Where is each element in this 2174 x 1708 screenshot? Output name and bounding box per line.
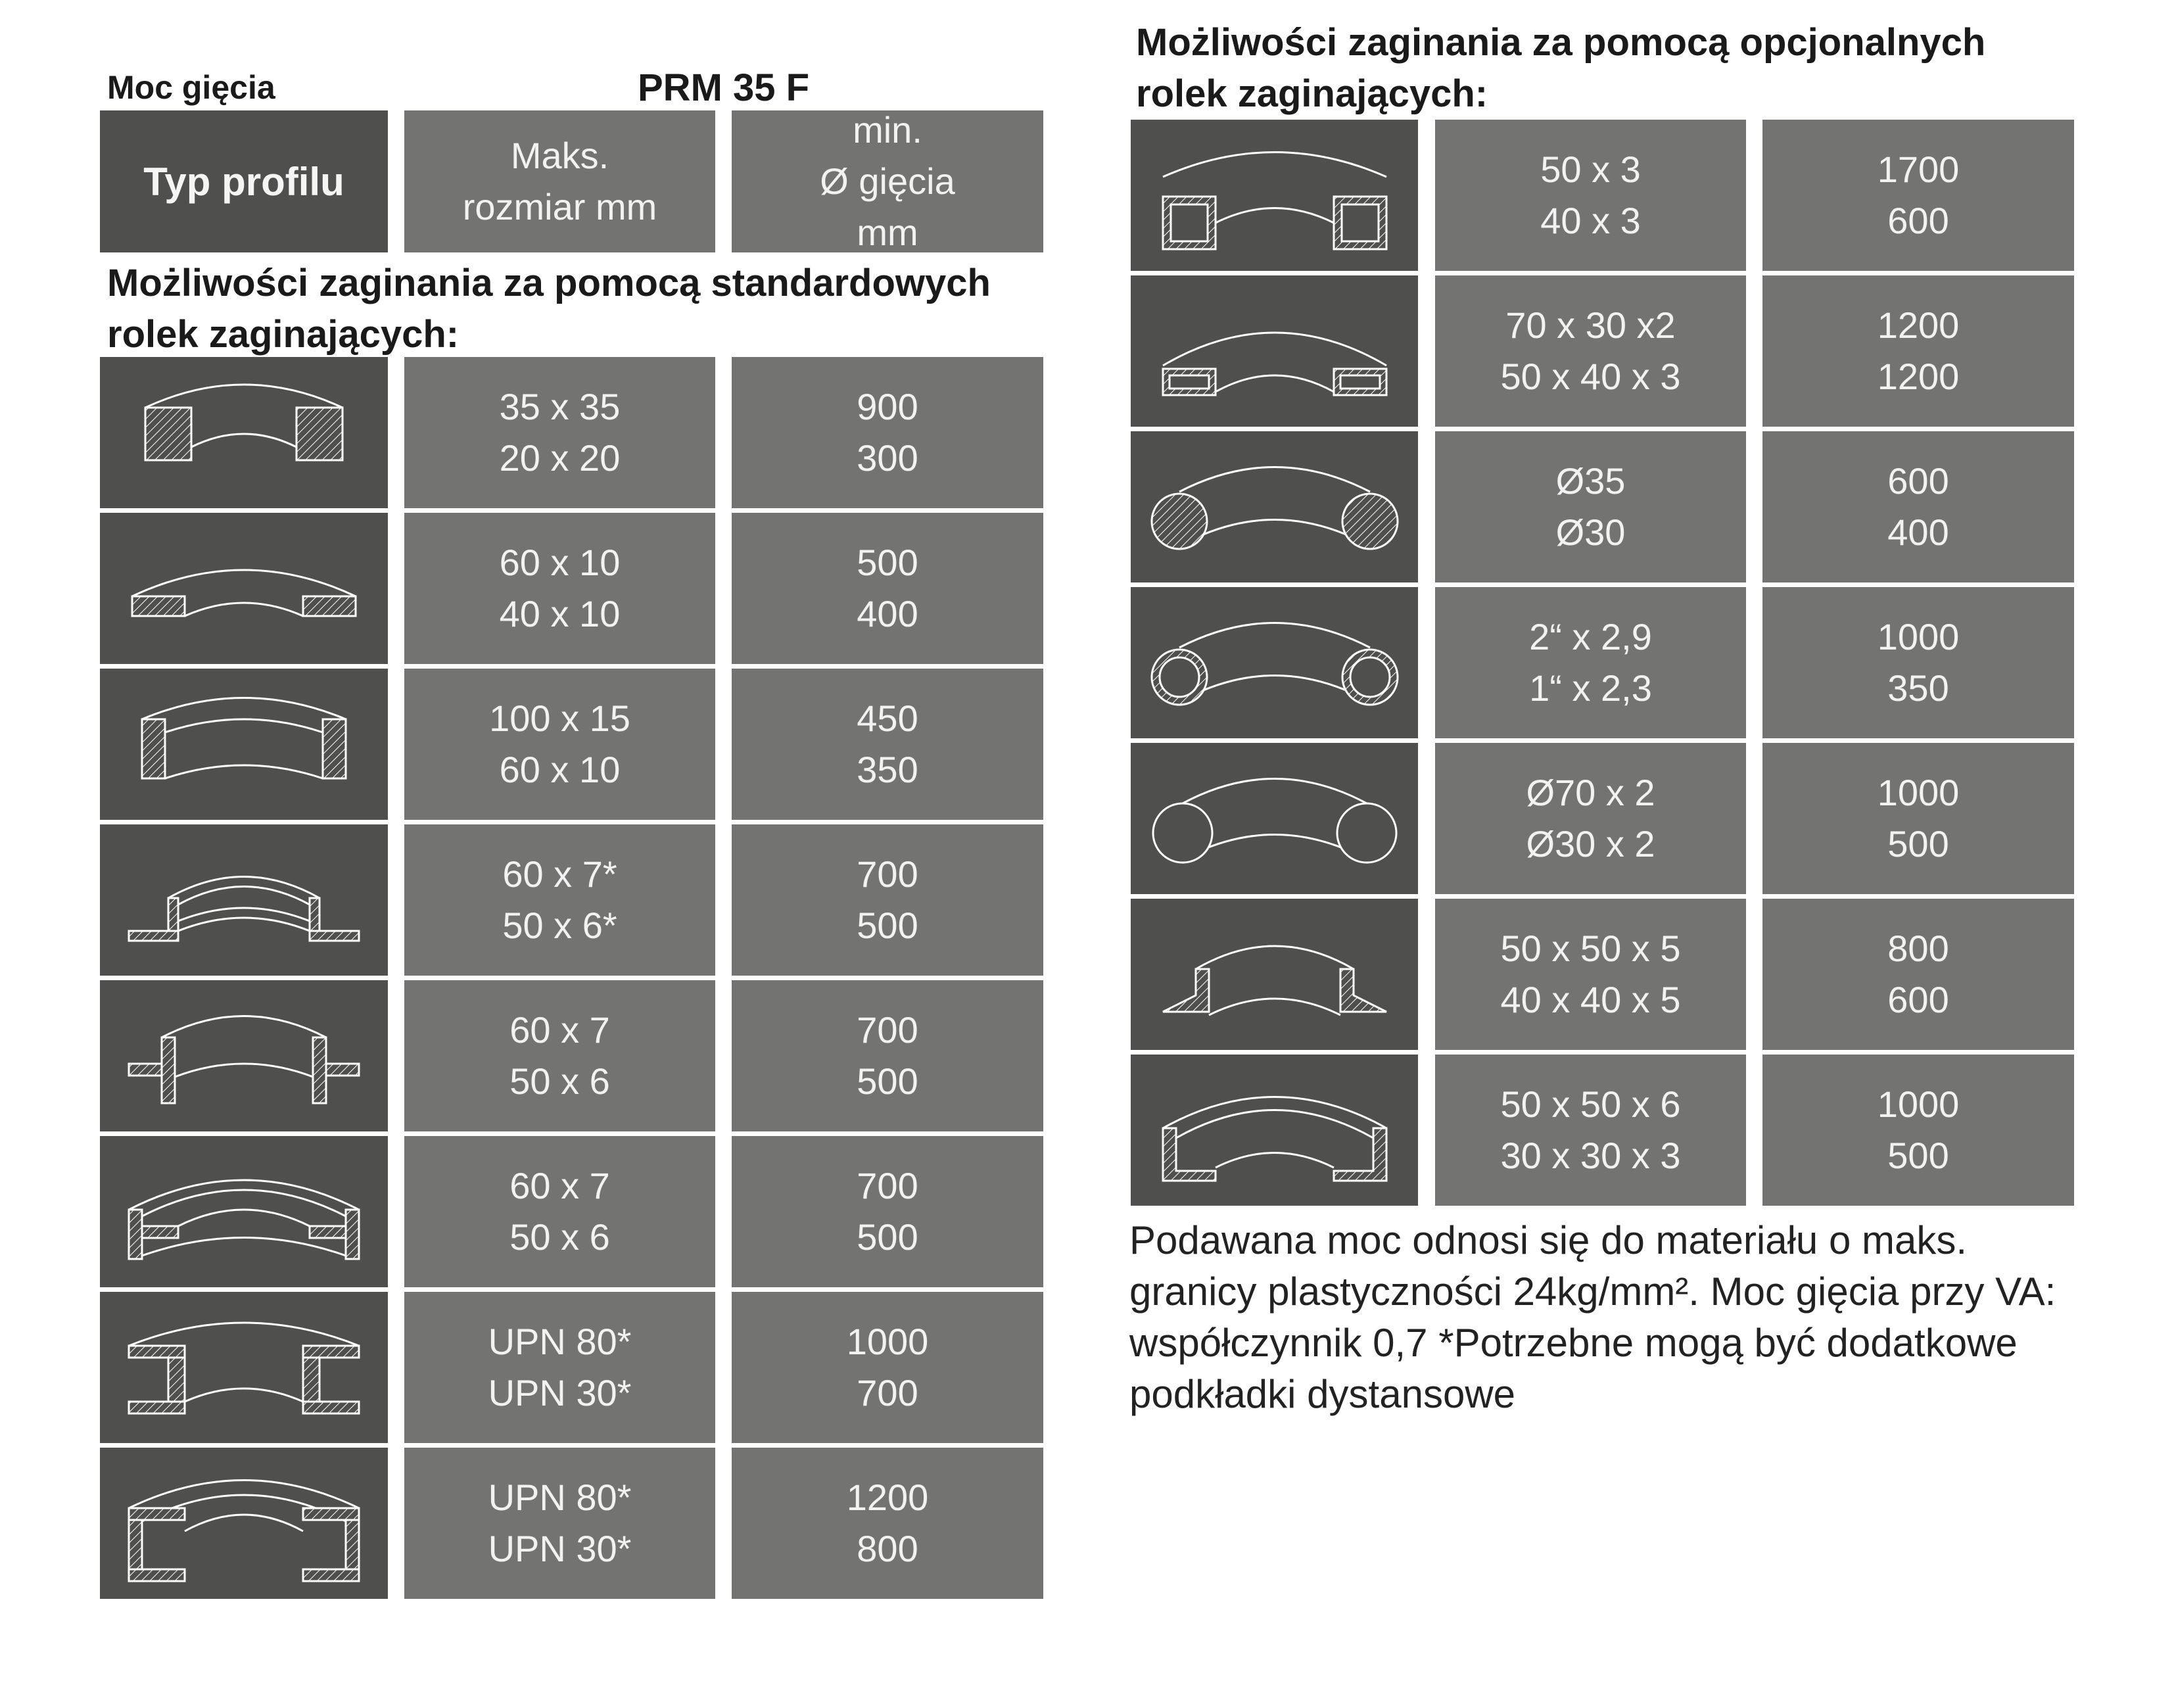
- optional-min-diameter-cell: [1762, 1055, 2074, 1206]
- optional-min-diameter-value: 400: [1887, 511, 1949, 553]
- standard-max-size-value: 60 x 7*: [502, 853, 617, 895]
- optional-max-size-cell: [1435, 899, 1746, 1050]
- standard-max-size-cell: [404, 1448, 715, 1599]
- standard-min-diameter-value: 500: [857, 1216, 918, 1258]
- optional-min-diameter-cell: [1762, 275, 2074, 427]
- channel-in-profile-icon: [112, 1459, 375, 1588]
- optional-max-size-cell: [1435, 587, 1746, 738]
- optional-max-size-value: Ø30 x 2: [1526, 823, 1655, 865]
- optional-min-diameter-cell: [1762, 431, 2074, 582]
- angle-out-profile-icon: [1143, 910, 1406, 1039]
- rect-tube-profile-icon: [1143, 287, 1406, 415]
- standard-max-size-value: 20 x 20: [499, 437, 621, 479]
- optional-profile-cell: [1131, 431, 1418, 582]
- optional-max-size-cell: [1435, 1055, 1746, 1206]
- optional-min-diameter-value: 600: [1887, 200, 1949, 241]
- standard-min-diameter-value: 800: [857, 1528, 918, 1569]
- optional-profile-cell: [1131, 899, 1418, 1050]
- standard-profile-cell: [100, 669, 388, 820]
- optional-max-size-value: 50 x 50 x 6: [1500, 1083, 1681, 1125]
- optional-min-diameter-value: 1700: [1877, 149, 1960, 190]
- standard-profile-cell: [100, 1136, 388, 1287]
- optional-profile-cell: [1131, 743, 1418, 894]
- standard-min-diameter-value: 500: [857, 905, 918, 946]
- round-bar-profile-icon: [1143, 442, 1406, 571]
- tee-in-profile-icon: [112, 1147, 375, 1276]
- flat-bar-hardway-profile-icon: [112, 680, 375, 809]
- optional-min-diameter-value: 600: [1887, 460, 1949, 502]
- standard-rollers-title: Możliwości zaginania za pomocą standardowych rolek zaginających:: [107, 262, 991, 356]
- standard-profile-cell: [100, 824, 388, 976]
- standard-max-size-value: 60 x 7: [509, 1165, 610, 1206]
- optional-min-diameter-value: 1000: [1877, 616, 1960, 657]
- standard-min-diameter-cell: [732, 1136, 1043, 1287]
- optional-min-diameter-value: 1200: [1877, 304, 1960, 346]
- standard-min-diameter-value: 500: [857, 1060, 918, 1102]
- optional-max-size-value: Ø70 x 2: [1526, 772, 1655, 813]
- standard-profile-cell: [100, 1292, 388, 1443]
- standard-max-size-cell: [404, 1136, 715, 1287]
- standard-max-size-value: UPN 30*: [488, 1528, 632, 1569]
- standard-min-diameter-cell: [732, 513, 1043, 664]
- standard-min-diameter-value: 400: [857, 593, 918, 634]
- bending-power-label: Moc gięcia: [107, 69, 275, 106]
- standard-min-diameter-value: 350: [857, 749, 918, 790]
- standard-min-diameter-value: 1200: [846, 1477, 929, 1518]
- standard-max-size-value: 60 x 7: [509, 1009, 610, 1051]
- optional-max-size-cell: [1435, 743, 1746, 894]
- standard-min-diameter-cell: [732, 980, 1043, 1131]
- standard-min-diameter-cell: [732, 669, 1043, 820]
- standard-max-size-value: 100 x 15: [489, 698, 630, 739]
- optional-min-diameter-cell: [1762, 120, 2074, 271]
- flat-bar-easyway-profile-icon: [112, 524, 375, 653]
- standard-profile-cell: [100, 513, 388, 664]
- optional-max-size-value: 1“ x 2,3: [1529, 667, 1652, 709]
- optional-min-diameter-value: 1200: [1877, 356, 1960, 397]
- square-bar-profile-icon: [112, 368, 375, 497]
- model-name: PRM 35 F: [638, 66, 810, 109]
- optional-profile-cell: [1131, 587, 1418, 738]
- standard-min-diameter-value: 450: [857, 698, 918, 739]
- footnote: Podawana moc odnosi się do materiału o maks. granicy plastyczności 24kg/mm². Moc gięcia przy VA: współczynnik 0,7 *Potrzebne mogą być dodatkowe podkładki dystansowe: [1129, 1218, 2056, 1416]
- optional-min-diameter-cell: [1762, 587, 2074, 738]
- optional-min-diameter-value: 500: [1887, 823, 1949, 865]
- standard-max-size-value: 40 x 10: [499, 593, 621, 634]
- tee-out-profile-icon: [112, 836, 375, 964]
- standard-max-size-cell: [404, 357, 715, 508]
- standard-min-diameter-cell: [732, 1292, 1043, 1443]
- optional-max-size-value: Ø30: [1555, 511, 1626, 553]
- standard-min-diameter-value: 700: [857, 853, 918, 895]
- standard-max-size-value: UPN 80*: [488, 1477, 632, 1518]
- optional-max-size-value: 70 x 30 x2: [1505, 304, 1676, 346]
- pipe-profile-icon: [1143, 598, 1406, 727]
- standard-min-diameter-cell: [732, 824, 1043, 976]
- optional-min-diameter-value: 500: [1887, 1135, 1949, 1176]
- standard-max-size-value: UPN 80*: [488, 1321, 632, 1362]
- standard-min-diameter-value: 300: [857, 437, 918, 479]
- optional-profile-cell: [1131, 275, 1418, 427]
- standard-profile-cell: [100, 980, 388, 1131]
- standard-min-diameter-value: 700: [857, 1009, 918, 1051]
- standard-max-size-cell: [404, 1292, 715, 1443]
- optional-max-size-cell: [1435, 431, 1746, 582]
- thin-tube-profile-icon: [1143, 754, 1406, 883]
- standard-max-size-cell: [404, 669, 715, 820]
- optional-max-size-value: Ø35: [1555, 460, 1626, 502]
- optional-max-size-value: 40 x 3: [1540, 200, 1641, 241]
- tee-cross-profile-icon: [112, 991, 375, 1120]
- channel-out-profile-icon: [112, 1303, 375, 1432]
- angle-in-profile-icon: [1143, 1066, 1406, 1195]
- standard-max-size-cell: [404, 824, 715, 976]
- standard-max-size-value: 60 x 10: [499, 749, 621, 790]
- optional-max-size-value: 30 x 30 x 3: [1500, 1135, 1681, 1176]
- standard-min-diameter-value: 700: [857, 1372, 918, 1413]
- optional-max-size-value: 40 x 40 x 5: [1500, 979, 1681, 1020]
- optional-min-diameter-cell: [1762, 743, 2074, 894]
- optional-profile-cell: [1131, 120, 1418, 271]
- optional-max-size-value: 50 x 50 x 5: [1500, 928, 1681, 969]
- optional-min-diameter-value: 1000: [1877, 772, 1960, 813]
- standard-min-diameter-cell: [732, 357, 1043, 508]
- optional-profile-cell: [1131, 1055, 1418, 1206]
- optional-rollers-title: Możliwości zaginania za pomocą opcjonalnych rolek zaginających:: [1136, 21, 1986, 115]
- standard-min-diameter-cell: [732, 1448, 1043, 1599]
- standard-profile-cell: [100, 357, 388, 508]
- standard-min-diameter-value: 500: [857, 542, 918, 583]
- standard-max-size-value: 35 x 35: [499, 386, 621, 427]
- standard-max-size-value: 50 x 6*: [502, 905, 617, 946]
- standard-max-size-cell: [404, 980, 715, 1131]
- standard-max-size-value: UPN 30*: [488, 1372, 632, 1413]
- standard-min-diameter-value: 900: [857, 386, 918, 427]
- standard-max-size-value: 50 x 6: [509, 1060, 610, 1102]
- header-min-diameter: min. Ø gięcia mm: [732, 110, 1043, 252]
- optional-max-size-cell: [1435, 275, 1746, 427]
- standard-max-size-value: 50 x 6: [509, 1216, 610, 1258]
- standard-max-size-value: 60 x 10: [499, 542, 621, 583]
- standard-max-size-cell: [404, 513, 715, 664]
- optional-max-size-value: 50 x 3: [1540, 149, 1641, 190]
- optional-max-size-cell: [1435, 120, 1746, 271]
- header-max-size: Maks. rozmiar mm: [404, 110, 715, 252]
- header-profile-type: Typ profilu: [100, 110, 388, 252]
- square-tube-profile-icon: [1143, 131, 1406, 260]
- standard-min-diameter-value: 700: [857, 1165, 918, 1206]
- optional-max-size-value: 50 x 40 x 3: [1500, 356, 1681, 397]
- optional-min-diameter-value: 350: [1887, 667, 1949, 709]
- optional-max-size-value: 2“ x 2,9: [1529, 616, 1652, 657]
- optional-min-diameter-cell: [1762, 899, 2074, 1050]
- optional-min-diameter-value: 1000: [1877, 1083, 1960, 1125]
- standard-min-diameter-value: 1000: [846, 1321, 929, 1362]
- optional-min-diameter-value: 800: [1887, 928, 1949, 969]
- standard-profile-cell: [100, 1448, 388, 1599]
- optional-min-diameter-value: 600: [1887, 979, 1949, 1020]
